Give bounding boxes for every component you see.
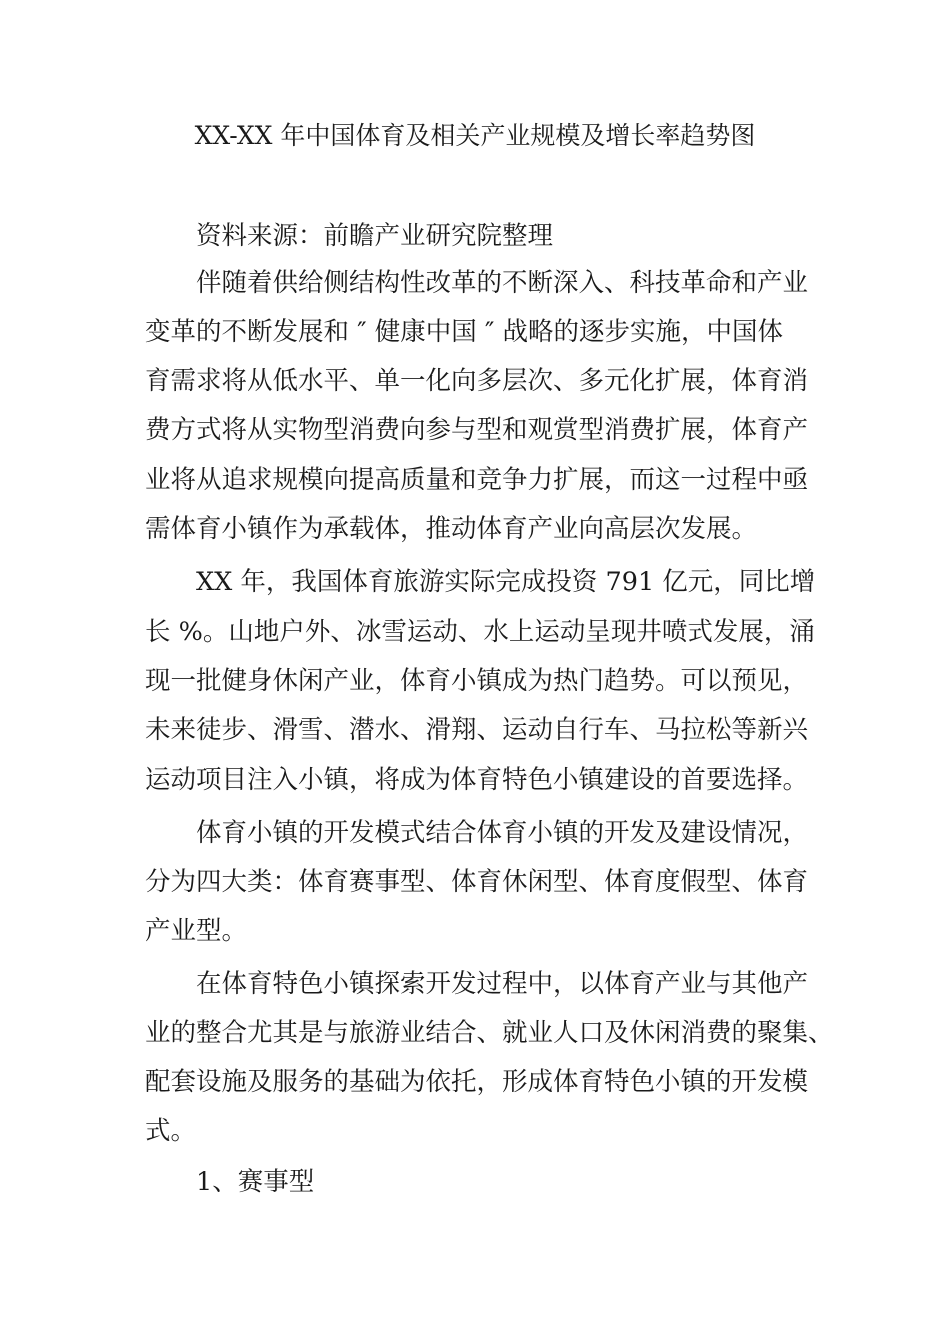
document-title: XX-XX 年中国体育及相关产业规模及增长率趋势图 xyxy=(194,121,756,150)
paragraph-2-line-5: 运动项目注入小镇，将成为体育特色小镇建设的首要选择。 xyxy=(145,765,809,795)
paragraph-1-line-3: 育需求将从低水平、单一化向多层次、多元化扩展，体育消 xyxy=(145,366,809,396)
paragraph-2-line-2: 长 %。山地户外、冰雪运动、水上运动呈现井喷式发展，涌 xyxy=(145,617,815,647)
paragraph-2-line-4: 未来徒步、滑雪、潜水、滑翔、运动自行车、马拉松等新兴 xyxy=(145,715,809,745)
source-note: 资料来源：前瞻产业研究院整理 xyxy=(196,221,554,251)
paragraph-4-line-1: 在体育特色小镇探索开发过程中，以体育产业与其他产 xyxy=(196,969,809,999)
paragraph-3-line-1: 体育小镇的开发模式结合体育小镇的开发及建设情况， xyxy=(196,818,809,848)
paragraph-1-line-1: 伴随着供给侧结构性改革的不断深入、科技革命和产业 xyxy=(196,268,809,298)
paragraph-1-line-2: 变革的不断发展和 ″ 健康中国 ″ 战略的逐步实施，中国体 xyxy=(145,317,783,347)
paragraph-1-line-6: 需体育小镇作为承载体，推动体育产业向高层次发展。 xyxy=(145,514,758,544)
section-heading: 1、赛事型 xyxy=(196,1167,315,1197)
paragraph-4-line-2: 业的整合尤其是与旅游业结合、就业人口及休闲消费的聚集、 xyxy=(145,1018,834,1048)
paragraph-1-line-4: 费方式将从实物型消费向参与型和观赏型消费扩展，体育产 xyxy=(145,415,809,445)
paragraph-4-line-4: 式。 xyxy=(145,1116,197,1146)
paragraph-2-line-3: 现一批健身休闲产业，体育小镇成为热门趋势。可以预见， xyxy=(145,666,809,696)
paragraph-1-line-5: 业将从追求规模向提高质量和竞争力扩展，而这一过程中亟 xyxy=(145,465,809,495)
paragraph-3-line-3: 产业型。 xyxy=(145,916,248,946)
paragraph-4-line-3: 配套设施及服务的基础为依托，形成体育特色小镇的开发模 xyxy=(145,1067,809,1097)
paragraph-2-line-1: XX 年，我国体育旅游实际完成投资 791 亿元，同比增 xyxy=(196,567,816,597)
paragraph-3-line-2: 分为四大类：体育赛事型、体育休闲型、体育度假型、体育 xyxy=(145,867,809,897)
